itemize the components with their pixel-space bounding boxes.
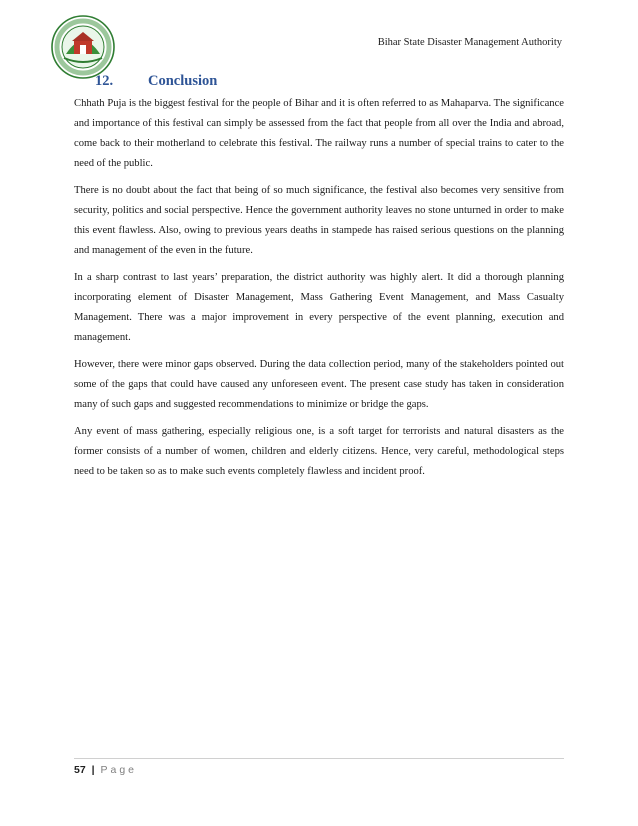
footer-separator: | — [91, 764, 95, 776]
bsdma-logo-icon — [50, 14, 116, 80]
body-text — [74, 94, 564, 489]
paragraph: However, there were minor gaps observed. During the data collection period, many of the stakeholders pointed out some of the gaps that could have caused any unforeseen event. The present case study has taken in consideration many of such gaps and suggested recommendations to minimize or bridge the gaps. — [74, 359, 564, 410]
page-word: Page — [100, 764, 138, 776]
paragraph: Any event of mass gathering, especially religious one, is a soft target for terrorists and natural disasters as the former consists of a number of women, children and elderly citizens. Hence, very careful, methodological steps need to be taken so as to make such events completely flawless and incident proof. — [74, 426, 564, 477]
section-title: Conclusion — [148, 73, 218, 89]
paragraph: Chhath Puja is the biggest festival for the people of Bihar and it is often referred to as Mahaparva. The significance and importance of this festival can simply be assessed from the fact that people from all over the India and abroad, come back to their motherland to celebrate this festival. The railway runs a number of special trains to cater to the need of the public. — [74, 98, 564, 169]
header-org-name: Bihar State Disaster Management Authority — [377, 37, 562, 48]
section-number: 12. — [95, 73, 114, 89]
footer-divider — [74, 758, 564, 759]
paragraph: In a sharp contrast to last years’ preparation, the district authority was highly alert. It did a thorough planning incorporating element of Disaster Management, Mass Gathering Event Management, and Mass Casualty Management. There was a major improvement in every perspective of the event planning, execution and management. — [74, 272, 564, 343]
section-heading — [95, 73, 217, 90]
page-number: 57 — [74, 764, 86, 776]
paragraph: There is no doubt about the fact that being of so much significance, the festival also becomes very sensitive from security, politics and social perspective. Hence the government authority leaves no stone unturned in order to make this event flawless. Also, owing to previous years deaths in stampede has raised serious questions on the planning and management of the even in the future. — [74, 185, 564, 256]
page-footer — [74, 764, 137, 776]
